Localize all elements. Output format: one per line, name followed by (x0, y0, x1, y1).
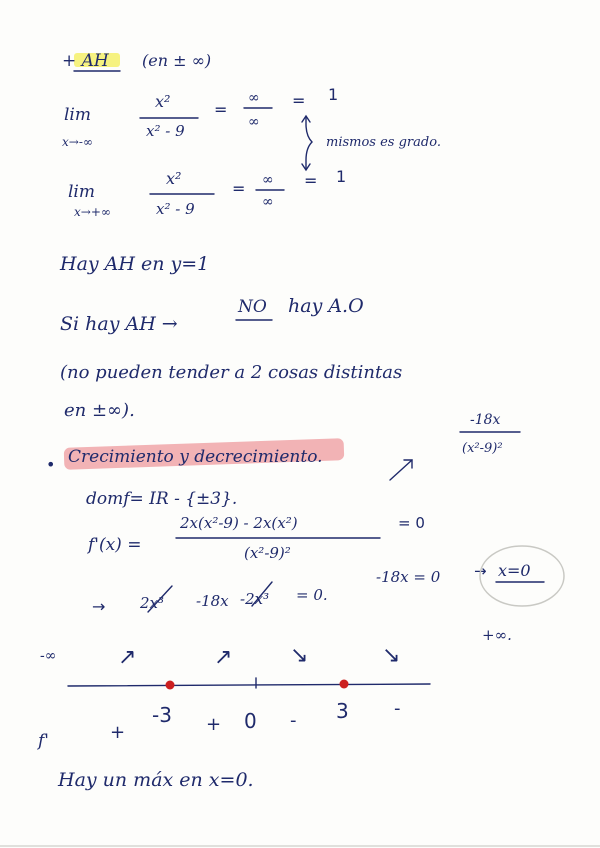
step-arrow: → (92, 597, 106, 616)
tick-label-minus3: -3 (152, 703, 172, 727)
lim1-num: x² (155, 92, 171, 111)
note1-a: Si hay AH → (60, 313, 178, 335)
ah-subtitle: (en ± ∞) (142, 51, 212, 70)
deriv-num: 2x(x²-9) - 2x(x²) (180, 514, 298, 532)
lim1-den: x² - 9 (146, 122, 185, 140)
step-term-4: = 0. (296, 586, 328, 604)
lim2-label: lim (68, 182, 95, 202)
deriv-den: (x²-9)² (244, 544, 291, 562)
step-term-1: 2x³ (140, 594, 165, 612)
row-first-sign: + (110, 722, 126, 743)
lim1-sub: x→-∞ (62, 135, 93, 149)
lim1-frac-num: ∞ (248, 90, 260, 106)
line-right-label: +∞. (482, 626, 512, 644)
side-arrow (390, 460, 412, 480)
lim2-frac-num: ∞ (262, 172, 274, 188)
side-den: (x²-9)² (462, 441, 503, 456)
bracket-note: mismos es grado. (326, 135, 441, 150)
point-minus-3 (166, 681, 175, 690)
note2: (no pueden tender a 2 cosas distintas (60, 362, 403, 383)
number-line (68, 684, 430, 686)
step-term-3: -2x³ (240, 590, 270, 608)
ah-conclusion: Hay AH en y=1 (60, 253, 210, 275)
line-left-label: -∞ (40, 648, 57, 664)
side-num: -18x (470, 412, 501, 428)
ah-title: + AH (62, 51, 109, 71)
solution: x=0 (498, 561, 531, 580)
lim1-eq2: = (292, 91, 306, 110)
section-bullet: • (46, 455, 56, 474)
lim2-frac-den: ∞ (262, 194, 274, 210)
step-term-2: -18x (196, 592, 229, 610)
solve-arrow: → (474, 562, 487, 580)
domain: domf= IR - {±3}. (86, 489, 238, 509)
solve-equation: -18x = 0 (376, 568, 441, 586)
lim1-frac-den: ∞ (248, 114, 260, 130)
note1-no: NO (238, 297, 267, 317)
lim2-num: x² (166, 169, 182, 188)
final-conclusion: Hay un máx en x=0. (58, 769, 254, 791)
lim2-eq2: = (304, 171, 318, 190)
lim2-result: 1 (336, 167, 347, 186)
sign-right-zero: - (290, 710, 297, 731)
lim2-sub: x→+∞ (74, 205, 111, 219)
bracket (306, 118, 312, 168)
lim1-label: lim (64, 105, 91, 125)
tick-label-3: 3 (336, 699, 349, 723)
arrow-up-1: ↗ (118, 645, 137, 670)
note3: en ±∞). (64, 400, 135, 421)
tick-label-zero: 0 (244, 709, 257, 733)
note1-b: hay A.O (288, 295, 364, 317)
row-label-fprime: f' (38, 731, 49, 751)
lim1-result: 1 (328, 85, 339, 104)
deriv-lhs: f'(x) = (88, 535, 142, 555)
sign-left-zero: + (206, 714, 222, 735)
arrow-down-2: ↘ (382, 643, 401, 668)
lim2-den: x² - 9 (156, 200, 195, 218)
deriv-eq: = 0 (398, 514, 425, 532)
arrow-up-2: ↗ (214, 645, 233, 670)
lim2-eq1: = (232, 179, 246, 198)
sign-after-3: - (394, 698, 401, 719)
crec-title: Crecimiento y decrecimiento. (68, 447, 323, 467)
point-plus-3 (340, 680, 349, 689)
lim1-eq1: = (214, 100, 228, 119)
arrow-down-1: ↘ (290, 643, 309, 668)
